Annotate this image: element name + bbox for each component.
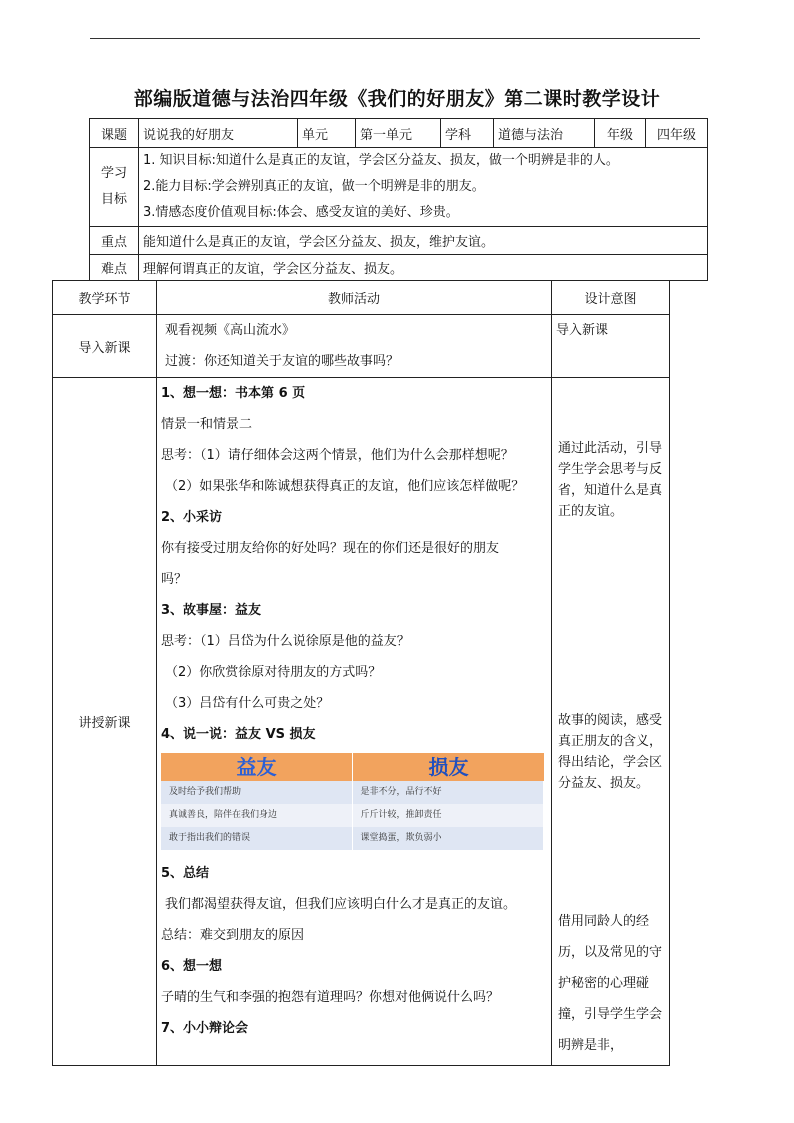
comparison-header [161,753,544,781]
topic-label: 课题 [90,119,139,148]
grade-label: 年级 [595,119,646,148]
good-friend-trait: 及时给予我们帮助 [161,781,353,804]
debate-title: 7、小小辩论会 [161,1021,249,1036]
goal-ability: 2.能力目标:学会辨别真正的友谊，做一个明辨是非的朋友。 [143,179,485,194]
goals-cell [139,148,708,227]
difficulty-label: 难点 [90,255,139,281]
goal-knowledge: 1. 知识目标:知道什么是真正的友谊，学会区分益友、损友，做一个明辨是非的人。 [143,153,619,168]
think2-line: 子晴的生气和李强的抱怨有道理吗？你想对他俩说什么吗？ [161,990,500,1005]
good-friend-trait: 敢于指出我们的错误 [161,827,353,850]
interview-line: 吗？ [161,572,188,587]
header-design-intent: 设计意图 [552,281,670,315]
intro-intent [552,315,670,378]
story-line: 思考：（1）吕岱为什么说徐原是他的益友？ [161,634,410,649]
intent-peer: 借用同龄人的经历，以及常见的守护秘密的心理碰撞，引导学生学会明辨是非， [558,914,663,1053]
page-title: 部编版道德与法治四年级《我们的好朋友》第二课时教学设计 [133,88,661,110]
lesson-intent [552,378,670,1066]
goals-label [90,148,139,227]
intro-activity [157,315,552,378]
say-title: 4、说一说：益友 VS 损友 [161,727,316,742]
subject-value: 道德与法治 [494,119,595,148]
think2-title: 6、想一想 [161,959,223,974]
think-line: （2）如果张华和陈诚想获得真正的友谊，他们应该怎样做呢？ [165,479,525,494]
header-stage: 教学环节 [53,281,157,315]
lesson-stage: 讲授新课 [53,378,157,1066]
topic-value: 说说我的好朋友 [139,119,298,148]
bad-friend-trait: 斤斤计较，推卸责任 [353,804,545,827]
good-friend-trait: 真诚善良，陪伴在我们身边 [161,804,353,827]
difficulty-value: 理解何谓真正的友谊，学会区分益友、损友。 [139,255,708,281]
lesson-plan-table [52,280,670,1066]
summary-line: 总结：难交到朋友的原因 [161,928,305,943]
header-teacher-activity: 教师活动 [157,281,552,315]
key-label: 重点 [90,227,139,255]
think-title: 1、想一想：书本第 6 页 [161,386,306,401]
comparison-row [161,827,544,850]
comparison-row [161,804,544,827]
intro-line: 观看视频《高山流水》 [165,323,296,338]
story-line: （3）吕岱有什么可贵之处？ [165,696,330,711]
comparison-row [161,781,544,804]
good-vs-bad-friend-image [161,753,544,851]
summary-title: 5、总结 [161,866,210,881]
bad-friend-trait: 是非不分，品行不好 [353,781,545,804]
unit-value: 第一单元 [356,119,441,148]
think-line: 情景一和情景二 [161,417,253,432]
bad-friend-heading: 损友 [428,755,469,779]
story-title: 3、故事屋：益友 [161,603,262,618]
intro-intent-text: 导入新课 [556,323,609,338]
subject-label: 学科 [441,119,494,148]
bad-friend-trait: 课堂捣蛋，欺负弱小 [353,827,545,850]
goal-attitude: 3.情感态度价值观目标:体会、感受友谊的美好、珍贵。 [143,205,459,220]
interview-line: 你有接受过朋友给你的好处吗？现在的你们还是很好的朋友 [161,541,500,556]
intent-reflection: 通过此活动，引导学生学会思考与反省，知道什么是真正的友谊。 [558,441,663,519]
lesson-activity [157,378,552,1066]
intro-stage: 导入新课 [53,315,157,378]
grade-value: 四年级 [646,119,708,148]
unit-label: 单元 [298,119,356,148]
interview-title: 2、小采访 [161,510,223,525]
good-friend-heading: 益友 [161,753,353,781]
key-value: 能知道什么是真正的友谊，学会区分益友、损友，维护友谊。 [139,227,708,255]
think-line: 思考：（1）请仔细体会这两个情景，他们为什么会那样想呢？ [161,448,514,463]
intent-story: 故事的阅读，感受真正朋友的含义，得出结论，学会区分益友、损友。 [558,713,663,791]
intro-line: 过渡：你还知道关于友谊的哪些故事吗？ [165,354,400,369]
summary-line: 我们都渴望获得友谊，但我们应该明白什么才是真正的友谊。 [165,897,517,912]
story-line: （2）你欣赏徐原对待朋友的方式吗？ [165,665,382,680]
header-rule [90,38,700,39]
goals-label-text: 学习目标 [100,166,127,207]
info-table [89,118,708,281]
